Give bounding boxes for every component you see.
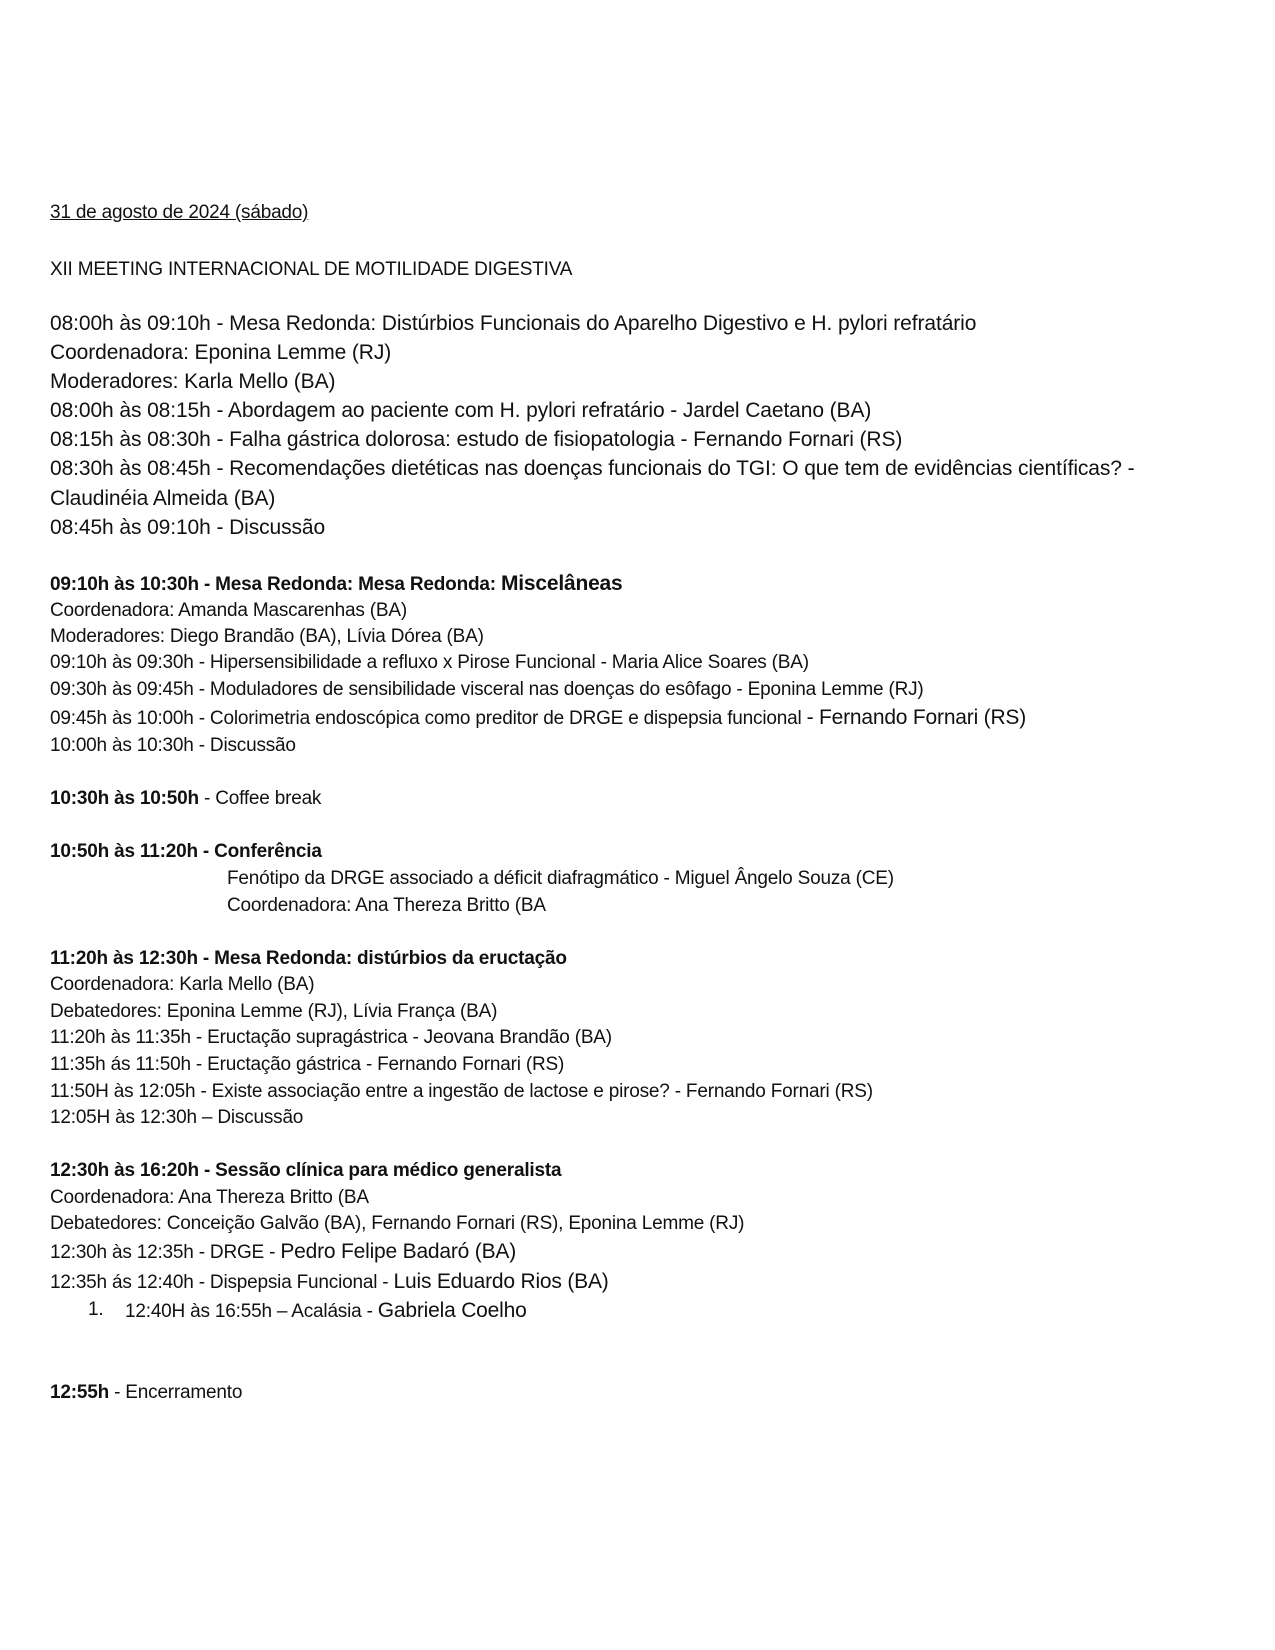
session-1-item-2: 08:15h às 08:30h - Falha gástrica dolorosa: estudo de fisiopatologia - Fernando Fornari (RS) bbox=[50, 428, 903, 451]
session-6-coordinator: Coordenadora: Ana Thereza Britto (BA bbox=[50, 1187, 369, 1208]
session-2-item-3: 09:45h às 10:00h - Colorimetria endoscópica como preditor de DRGE e dispepsia funcional - Fernando Fornari (RS) bbox=[50, 706, 1027, 729]
session-2-coordinator: Coordenadora: Amanda Mascarenhas (BA) bbox=[50, 600, 407, 621]
coffee-break: 10:30h às 10:50h - Coffee break bbox=[50, 788, 322, 809]
session-1-coordinator: Coordenadora: Eponina Lemme (RJ) bbox=[50, 341, 392, 364]
program-date: 31 de agosto de 2024 (sábado) bbox=[50, 202, 309, 223]
closing: 12:55h - Encerramento bbox=[50, 1382, 243, 1403]
session-5-item-2: 11:35h ás 11:50h - Eructação gástrica - Fernando Fornari (RS) bbox=[50, 1054, 565, 1075]
list-number: 1. bbox=[88, 1299, 104, 1320]
session-2-item-2: 09:30h às 09:45h - Moduladores de sensibilidade visceral nas doenças do esôfago - Eponina Lemme (RJ) bbox=[50, 679, 924, 700]
event-title: XII MEETING INTERNACIONAL DE MOTILIDADE DIGESTIVA bbox=[50, 259, 573, 280]
conference-heading: 10:50h às 11:20h - Conferência bbox=[50, 841, 322, 862]
session-6-heading: 12:30h às 16:20h - Sessão clínica para médico generalista bbox=[50, 1160, 562, 1181]
session-6-item-3: 12:40H às 16:55h – Acalásia - Gabriela Coelho bbox=[125, 1299, 527, 1322]
session-5-heading: 11:20h às 12:30h - Mesa Redonda: distúrbios da eructação bbox=[50, 948, 567, 969]
session-6-item-2: 12:35h ás 12:40h - Dispepsia Funcional - Luis Eduardo Rios (BA) bbox=[50, 1270, 609, 1293]
session-1-item-3: 08:30h às 08:45h - Recomendações dietéticas nas doenças funcionais do TGI: O que tem de evidências científicas? - Claudinéia Almeida (BA) bbox=[50, 457, 1135, 510]
session-1-time: 08:00h às 09:10h bbox=[50, 312, 211, 335]
session-2-heading: 09:10h às 10:30h - Mesa Redonda: Mesa Redonda: Miscelâneas bbox=[50, 572, 623, 595]
session-1-item-1: 08:00h às 08:15h - Abordagem ao paciente com H. pylori refratário - Jardel Caetano (BA) bbox=[50, 399, 872, 422]
session-5-coordinator: Coordenadora: Karla Mello (BA) bbox=[50, 974, 315, 995]
session-1-moderators: Moderadores: Karla Mello (BA) bbox=[50, 370, 336, 393]
session-5-item-1: 11:20h às 11:35h - Eructação supragástrica - Jeovana Brandão (BA) bbox=[50, 1027, 612, 1048]
session-1-heading: 08:00h às 09:10h - Mesa Redonda: Distúrbios Funcionais do Aparelho Digestivo e H. pylori refratário bbox=[50, 312, 977, 335]
session-2-moderators: Moderadores: Diego Brandão (BA), Lívia Dórea (BA) bbox=[50, 626, 484, 647]
session-6-debaters: Debatedores: Conceição Galvão (BA), Fernando Fornari (RS), Eponina Lemme (RJ) bbox=[50, 1213, 745, 1234]
session-2-item-1: 09:10h às 09:30h - Hipersensibilidade a refluxo x Pirose Funcional - Maria Alice Soares (BA) bbox=[50, 652, 809, 673]
session-5-item-4: 12:05H às 12:30h – Discussão bbox=[50, 1107, 304, 1128]
session-5-item-3: 11:50H às 12:05h - Existe associação entre a ingestão de lactose e pirose? - Fernando Fornari (RS) bbox=[50, 1081, 873, 1102]
session-1-item-4: 08:45h às 09:10h - Discussão bbox=[50, 516, 326, 539]
session-5-debaters: Debatedores: Eponina Lemme (RJ), Lívia França (BA) bbox=[50, 1001, 498, 1022]
session-1-title: Mesa Redonda: Distúrbios Funcionais do Aparelho Digestivo e H. pylori refratário bbox=[229, 312, 977, 335]
session-2-item-4: 10:00h às 10:30h - Discussão bbox=[50, 735, 296, 756]
conference-talk: Fenótipo da DRGE associado a déficit diafragmático - Miguel Ângelo Souza (CE) bbox=[227, 868, 894, 889]
conference-coordinator: Coordenadora: Ana Thereza Britto (BA bbox=[227, 895, 546, 916]
session-6-item-1: 12:30h às 12:35h - DRGE - Pedro Felipe Badaró (BA) bbox=[50, 1240, 516, 1263]
